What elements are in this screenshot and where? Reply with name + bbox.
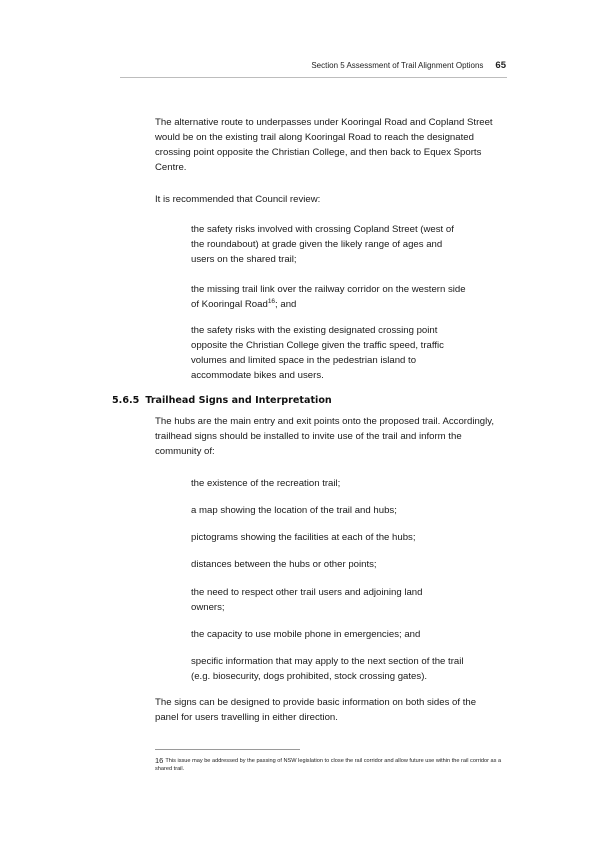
review-item: the safety risks involved with crossing Copland Street (west of the roundabout) at grade given the likely range of ages and users on the shared trail; — [191, 224, 454, 265]
sign-item: a map showing the location of the trail and hubs; — [191, 505, 397, 516]
paragraph-alternative-route: The alternative route to underpasses under Kooringal Road and Copland Street would be on the existing trail along Kooringal Road to reach the designated crossing point opposite the Christian College, and then back to Equex Sports Centre. — [155, 117, 493, 173]
sign-item: specific information that may apply to the next section of the trail (e.g. biosecurity, dogs prohibited, stock crossing gates). — [191, 656, 464, 682]
footnote — [155, 757, 515, 773]
section-heading — [112, 393, 512, 408]
sign-item: distances between the hubs or other points; — [191, 559, 377, 570]
section-title: Trailhead Signs and Interpretation — [145, 395, 332, 406]
review-item-suffix: ; and — [275, 299, 297, 310]
header-section-title: Section 5 Assessment of Trail Alignment Options — [311, 61, 484, 70]
paragraph-hubs: The hubs are the main entry and exit points onto the proposed trail. Accordingly, trailhead signs should be installed to invite use of the trail and inform the community of: — [155, 416, 494, 457]
page-number: 65 — [495, 60, 506, 71]
footnote-text: This issue may be addressed by the passing of NSW legislation to close the rail corridor and allow future use within the rail corridor as a shared trail. — [155, 758, 502, 772]
footnote-mark: 16 — [155, 756, 164, 765]
review-item — [191, 282, 466, 312]
sign-item: pictograms showing the facilities at each of the hubs; — [191, 532, 416, 543]
sign-item: the existence of the recreation trail; — [191, 478, 341, 489]
paragraph-signs: The signs can be designed to provide basic information on both sides of the panel for users travelling in either direction. — [155, 697, 477, 723]
sign-item: the capacity to use mobile phone in emergencies; and — [191, 629, 421, 640]
review-item-text: the missing trail link over the railway corridor on the western side of Kooringal Road — [191, 284, 466, 310]
footnote-reference: 16 — [267, 298, 276, 305]
section-number: 5.6.5 — [112, 395, 140, 406]
paragraph-recommendation: It is recommended that Council review: — [155, 194, 321, 205]
review-item: the safety risks with the existing designated crossing point opposite the Christian College given the traffic speed, traffic volumes and limited space in the pedestrian island to accommodate bikes and users. — [191, 325, 444, 381]
footnote-divider — [155, 749, 300, 750]
sign-item: the need to respect other trail users and adjoining land owners; — [191, 587, 423, 613]
